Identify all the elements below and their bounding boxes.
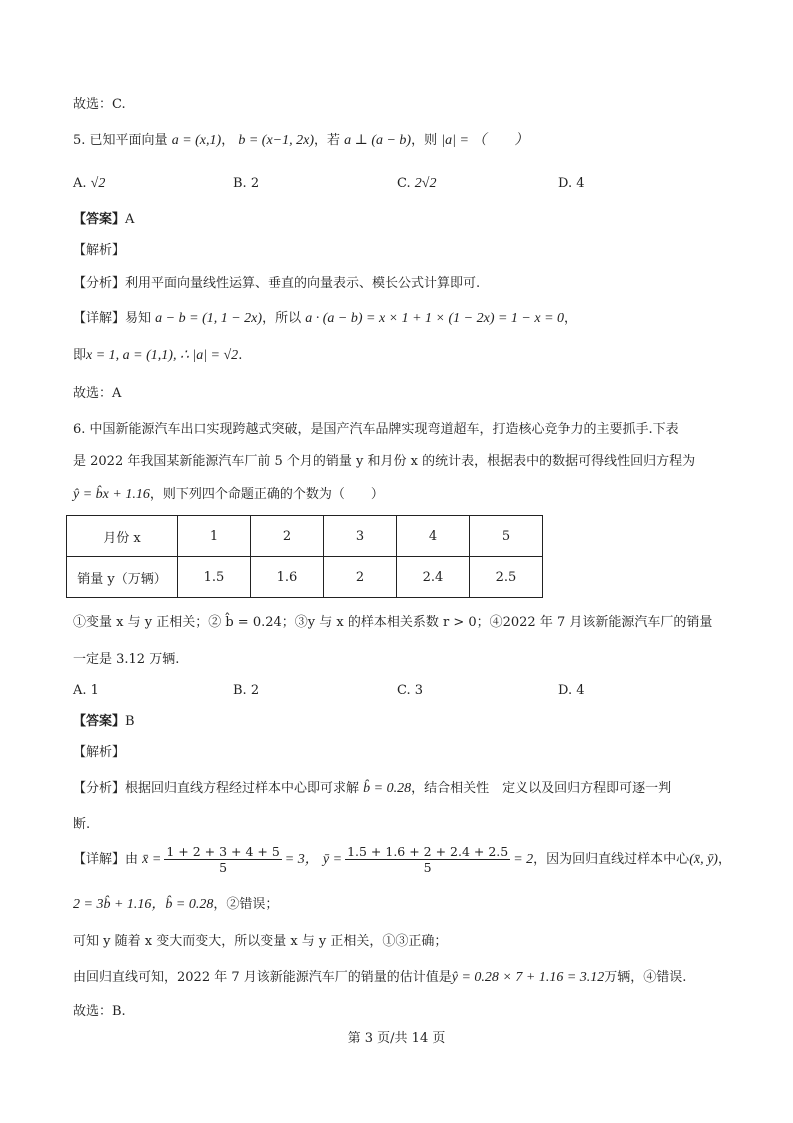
q6-option-c: C. 3 [397, 683, 424, 698]
q5-stem-prefix: 5. 已知平面向量 [73, 133, 168, 148]
q5-if: ，若 [314, 133, 341, 148]
table-cell: 2 [324, 557, 397, 598]
q6-stem-line3: ŷ = b̂x + 1.16，则下列四个命题正确的个数为（ ） [73, 487, 384, 502]
q6-xiangjie-line4: 由回归直线可知，2022 年 7 月该新能源汽车厂的销量的估计值是ŷ = 0.28 × 7 + 1.16 = 3.12万辆，④错误. [73, 970, 687, 985]
q6-answer: 【答案】B [73, 714, 135, 729]
q6-option-d: D. 4 [558, 683, 585, 698]
table-header-x: 月份 x [67, 516, 178, 557]
table-cell: 3 [324, 516, 397, 557]
page-footer: 第 3 页/共 14 页 [347, 1031, 446, 1046]
q6-conclusion: 故选：B. [73, 1004, 126, 1019]
q6-stem-line1: 6. 中国新能源汽车出口实现跨越式突破，是国产汽车品牌实现弯道超车，打造核心竞争力的主要抓手.下表 [73, 422, 679, 437]
q6-xiangjie-line3: 可知 y 随着 x 变大而变大，所以变量 x 与 y 正相关，①③正确； [73, 934, 448, 949]
q5-answer: 【答案】A [73, 212, 135, 227]
q6-propositions-line2: 一定是 3.12 万辆. [73, 652, 180, 667]
q5-vector-a: a = (x,1) [171, 133, 222, 148]
table-cell: 5 [470, 516, 543, 557]
table-cell: 1.5 [178, 557, 251, 598]
table-cell: 1 [178, 516, 251, 557]
q5-then: ，则 [411, 133, 438, 148]
q5-option-d: D. 4 [558, 176, 585, 191]
q5-option-a: A. √2 [73, 176, 106, 191]
q5-condition: a ⊥ (a − b) [344, 133, 412, 148]
sales-table [66, 515, 543, 598]
q6-propositions-line1: ①变量 x 与 y 正相关；② b̂ = 0.24；③y 与 x 的样本相关系数 r > 0；④2022 年 7 月该新能源汽车厂的销量 [73, 615, 713, 630]
xbar-fraction: $\frac{1 + 2 + 3 + 4 + 5}{5}$ [166, 844, 280, 875]
q5-option-c: C. 2√2 [397, 176, 437, 191]
q6-xiangjie-line2: 2 = 3b̂ + 1.16，b̂ = 0.28，②错误； [73, 897, 279, 912]
table-cell: 2.5 [470, 557, 543, 598]
table-row [67, 516, 543, 557]
q5-conclusion: 故选：A [73, 386, 122, 401]
q6-fenxi-line1: 【分析】根据回归直线方程经过样本中心即可求解 b̂ = 0.28，结合相关性 定义以及回归方程即可逐一判 [73, 781, 672, 796]
table-row [67, 557, 543, 598]
q5-analysis-tag: 【解析】 [73, 243, 126, 258]
q5-sep: ， [221, 133, 235, 148]
q5-option-b: B. 2 [233, 176, 260, 191]
table-cell: 2 [251, 516, 324, 557]
q6-option-b: B. 2 [233, 683, 260, 698]
table-cell: 1.6 [251, 557, 324, 598]
table-cell: 4 [397, 516, 470, 557]
q5-modulus: |a| = （ ） [441, 133, 529, 148]
q6-fenxi-line2: 断. [73, 817, 91, 832]
ybar-fraction: $\frac{1.5 + 1.6 + 2 + 2.4 + 2.5}{5}$ [347, 844, 509, 875]
table-header-y: 销量 y（万辆） [67, 557, 178, 598]
q6-stem-line2: 是 2022 年我国某新能源汽车厂前 5 个月的销量 y 和月份 x 的统计表，根据表中的数据可得线性回归方程为 [73, 454, 696, 469]
q5-xiangjie-line1: 【详解】易知 a − b = (1, 1 − 2x)，所以 a · (a − b) = x × 1 + 1 × (1 − 2x) = 1 − x = 0， [73, 311, 578, 326]
q6-analysis-tag: 【解析】 [73, 745, 126, 760]
prev-conclusion: 故选：C. [73, 97, 126, 112]
q5-xiangjie-line2: 即x = 1, a = (1,1), ∴ |a| = √2. [73, 348, 243, 363]
table-cell: 2.4 [397, 557, 470, 598]
q6-option-a: A. 1 [73, 683, 99, 698]
q5-vector-b: b = (x−1, 2x) [238, 133, 314, 148]
q5-stem [73, 132, 528, 150]
q5-fenxi: 【分析】利用平面向量线性运算、垂直的向量表示、模长公式计算即可. [73, 276, 481, 291]
q6-xiangjie-line1: 【详解】由 x̄ = $\frac{1 + 2 + 3 + 4 + 5}{5}$ = 3， ȳ = $\frac{1.5 + 1.6 + 2 + 2.4 + 2.5}{5}$ = 2，因为回归直线过样本中心(x̄, ȳ)， [73, 844, 731, 875]
